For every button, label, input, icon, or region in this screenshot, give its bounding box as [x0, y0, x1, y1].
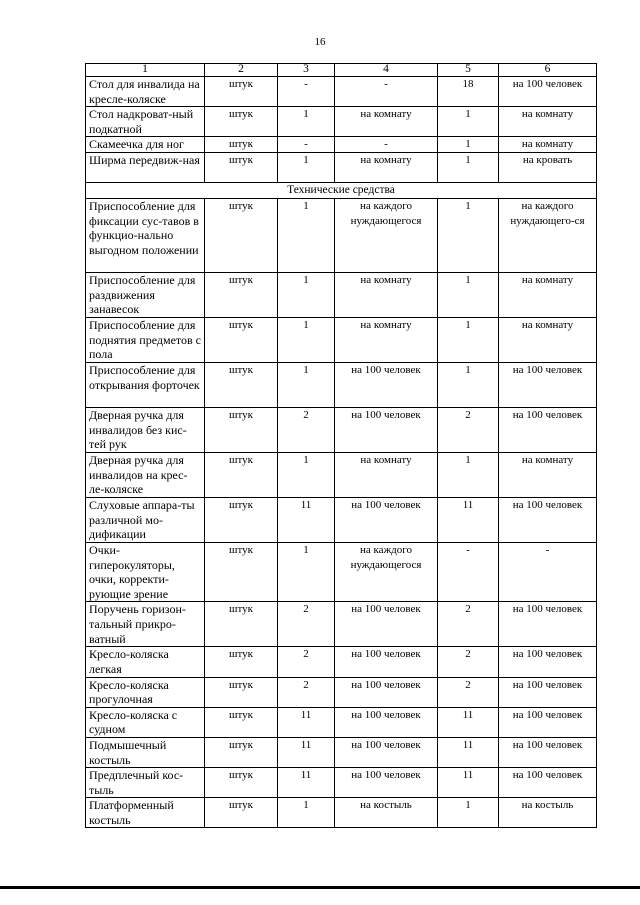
item-name-cell: Ширма передвиж-ная	[86, 152, 205, 182]
unit-cell: штук	[205, 602, 278, 647]
header-cell-4: 4	[335, 64, 438, 77]
norm-basis-cell: -	[335, 137, 438, 153]
page-number: 16	[314, 36, 326, 48]
table-row	[86, 707, 597, 737]
quantity-cell: 1	[278, 107, 335, 137]
norm-basis-2-cell: на костыль	[499, 798, 597, 828]
quantity-2-cell: 11	[438, 768, 499, 798]
item-name-cell: Приспособление для открывания форточек	[86, 362, 205, 407]
norm-basis-2-cell: на комнату	[499, 452, 597, 497]
table-row	[86, 198, 597, 272]
quantity-2-cell: 11	[438, 737, 499, 767]
quantity-cell: 2	[278, 602, 335, 647]
bottom-rule	[0, 886, 640, 889]
unit-cell: штук	[205, 272, 278, 317]
unit-cell: штук	[205, 798, 278, 828]
item-name-cell: Платформенный костыль	[86, 798, 205, 828]
item-name-cell: Поручень горизон-тальный прикро-ватный	[86, 602, 205, 647]
table-row	[86, 542, 597, 601]
quantity-2-cell: 1	[438, 362, 499, 407]
norm-basis-2-cell: на 100 человек	[499, 497, 597, 542]
norm-basis-cell: -	[335, 77, 438, 107]
norm-basis-2-cell: на кровать	[499, 152, 597, 182]
norms-table	[85, 63, 597, 828]
quantity-cell: 11	[278, 737, 335, 767]
quantity-cell: 2	[278, 647, 335, 677]
norm-basis-2-cell: на каждого нуждающего-ся	[499, 198, 597, 272]
quantity-2-cell: 1	[438, 137, 499, 153]
norm-basis-2-cell: на комнату	[499, 137, 597, 153]
quantity-2-cell: 1	[438, 152, 499, 182]
table-row	[86, 107, 597, 137]
table-row	[86, 452, 597, 497]
table-row	[86, 137, 597, 153]
table-row	[86, 272, 597, 317]
item-name-cell: Стол для инвалида на кресле-коляске	[86, 77, 205, 107]
quantity-2-cell: -	[438, 542, 499, 601]
table-row	[86, 647, 597, 677]
header-row	[86, 64, 597, 77]
unit-cell: штук	[205, 317, 278, 362]
quantity-cell: 11	[278, 497, 335, 542]
item-name-cell: Приспособление для фиксации сус-тавов в функцио-нально выгодном положении	[86, 198, 205, 272]
quantity-cell: 2	[278, 407, 335, 452]
quantity-2-cell: 11	[438, 497, 499, 542]
header-cell-3: 3	[278, 64, 335, 77]
quantity-cell: -	[278, 77, 335, 107]
norm-basis-cell: на 100 человек	[335, 497, 438, 542]
quantity-cell: 11	[278, 707, 335, 737]
quantity-2-cell: 1	[438, 798, 499, 828]
norm-basis-cell: на 100 человек	[335, 737, 438, 767]
quantity-cell: 1	[278, 317, 335, 362]
norm-basis-2-cell: на 100 человек	[499, 602, 597, 647]
norm-basis-cell: на каждого нуждающегося	[335, 198, 438, 272]
quantity-cell: 1	[278, 452, 335, 497]
table-row	[86, 77, 597, 107]
quantity-2-cell: 18	[438, 77, 499, 107]
quantity-2-cell: 1	[438, 317, 499, 362]
header-cell-1: 1	[86, 64, 205, 77]
item-name-cell: Приспособление для поднятия предметов с пола	[86, 317, 205, 362]
quantity-2-cell: 1	[438, 198, 499, 272]
quantity-2-cell: 2	[438, 407, 499, 452]
unit-cell: штук	[205, 647, 278, 677]
norm-basis-2-cell: на 100 человек	[499, 362, 597, 407]
unit-cell: штук	[205, 497, 278, 542]
quantity-2-cell: 1	[438, 272, 499, 317]
norm-basis-cell: на 100 человек	[335, 602, 438, 647]
quantity-cell: 1	[278, 198, 335, 272]
unit-cell: штук	[205, 77, 278, 107]
table-body	[86, 64, 597, 828]
item-name-cell: Кресло-коляска легкая	[86, 647, 205, 677]
item-name-cell: Дверная ручка для инвалидов на крес-ле-коляске	[86, 452, 205, 497]
table-row	[86, 677, 597, 707]
quantity-cell: 1	[278, 152, 335, 182]
norm-basis-2-cell: -	[499, 542, 597, 601]
unit-cell: штук	[205, 737, 278, 767]
item-name-cell: Кресло-коляска с судном	[86, 707, 205, 737]
header-cell-6: 6	[499, 64, 597, 77]
quantity-cell: 11	[278, 768, 335, 798]
norm-basis-2-cell: на 100 человек	[499, 737, 597, 767]
norm-basis-cell: на 100 человек	[335, 677, 438, 707]
norm-basis-2-cell: на 100 человек	[499, 707, 597, 737]
unit-cell: штук	[205, 452, 278, 497]
norm-basis-2-cell: на 100 человек	[499, 768, 597, 798]
norm-basis-2-cell: на комнату	[499, 272, 597, 317]
unit-cell: штук	[205, 362, 278, 407]
norm-basis-cell: на 100 человек	[335, 768, 438, 798]
section-title: Технические средства	[86, 182, 597, 198]
table-row	[86, 798, 597, 828]
item-name-cell: Подмышечный костыль	[86, 737, 205, 767]
item-name-cell: Очки-гиперокуляторы, очки, корректи-рующие зрение	[86, 542, 205, 601]
unit-cell: штук	[205, 198, 278, 272]
table-row	[86, 768, 597, 798]
unit-cell: штук	[205, 542, 278, 601]
quantity-cell: 1	[278, 798, 335, 828]
item-name-cell: Стол надкроват-ный подкатной	[86, 107, 205, 137]
item-name-cell: Предплечный кос-тыль	[86, 768, 205, 798]
table-row	[86, 737, 597, 767]
table-row	[86, 407, 597, 452]
quantity-2-cell: 2	[438, 647, 499, 677]
norm-basis-cell: на 100 человек	[335, 647, 438, 677]
norm-basis-cell: на комнату	[335, 317, 438, 362]
quantity-2-cell: 1	[438, 452, 499, 497]
unit-cell: штук	[205, 137, 278, 153]
norm-basis-cell: на костыль	[335, 798, 438, 828]
norm-basis-cell: на комнату	[335, 152, 438, 182]
table-row	[86, 602, 597, 647]
item-name-cell: Дверная ручка для инвалидов без кис-тей рук	[86, 407, 205, 452]
item-name-cell: Скамеечка для ног	[86, 137, 205, 153]
quantity-cell: 2	[278, 677, 335, 707]
quantity-2-cell: 1	[438, 107, 499, 137]
norm-basis-cell: на комнату	[335, 272, 438, 317]
header-cell-5: 5	[438, 64, 499, 77]
item-name-cell: Слуховые аппара-ты различной мо-дификации	[86, 497, 205, 542]
norm-basis-cell: на комнату	[335, 452, 438, 497]
norm-basis-cell: на 100 человек	[335, 362, 438, 407]
norm-basis-2-cell: на 100 человек	[499, 647, 597, 677]
unit-cell: штук	[205, 677, 278, 707]
header-cell-2: 2	[205, 64, 278, 77]
quantity-cell: 1	[278, 542, 335, 601]
section-row	[86, 182, 597, 198]
norm-basis-cell: на комнату	[335, 107, 438, 137]
unit-cell: штук	[205, 407, 278, 452]
table-row	[86, 317, 597, 362]
quantity-cell: 1	[278, 272, 335, 317]
table-row	[86, 497, 597, 542]
unit-cell: штук	[205, 152, 278, 182]
norm-basis-2-cell: на 100 человек	[499, 77, 597, 107]
unit-cell: штук	[205, 707, 278, 737]
table-row	[86, 362, 597, 407]
norm-basis-2-cell: на комнату	[499, 317, 597, 362]
quantity-cell: 1	[278, 362, 335, 407]
item-name-cell: Приспособление для раздвижения занавесок	[86, 272, 205, 317]
table-row	[86, 152, 597, 182]
item-name-cell: Кресло-коляска прогулочная	[86, 677, 205, 707]
unit-cell: штук	[205, 107, 278, 137]
norm-basis-cell: на 100 человек	[335, 707, 438, 737]
quantity-2-cell: 2	[438, 677, 499, 707]
unit-cell: штук	[205, 768, 278, 798]
quantity-2-cell: 2	[438, 602, 499, 647]
quantity-cell: -	[278, 137, 335, 153]
norm-basis-2-cell: на комнату	[499, 107, 597, 137]
norm-basis-2-cell: на 100 человек	[499, 407, 597, 452]
norm-basis-cell: на 100 человек	[335, 407, 438, 452]
norm-basis-2-cell: на 100 человек	[499, 677, 597, 707]
norm-basis-cell: на каждого нуждающегося	[335, 542, 438, 601]
quantity-2-cell: 11	[438, 707, 499, 737]
